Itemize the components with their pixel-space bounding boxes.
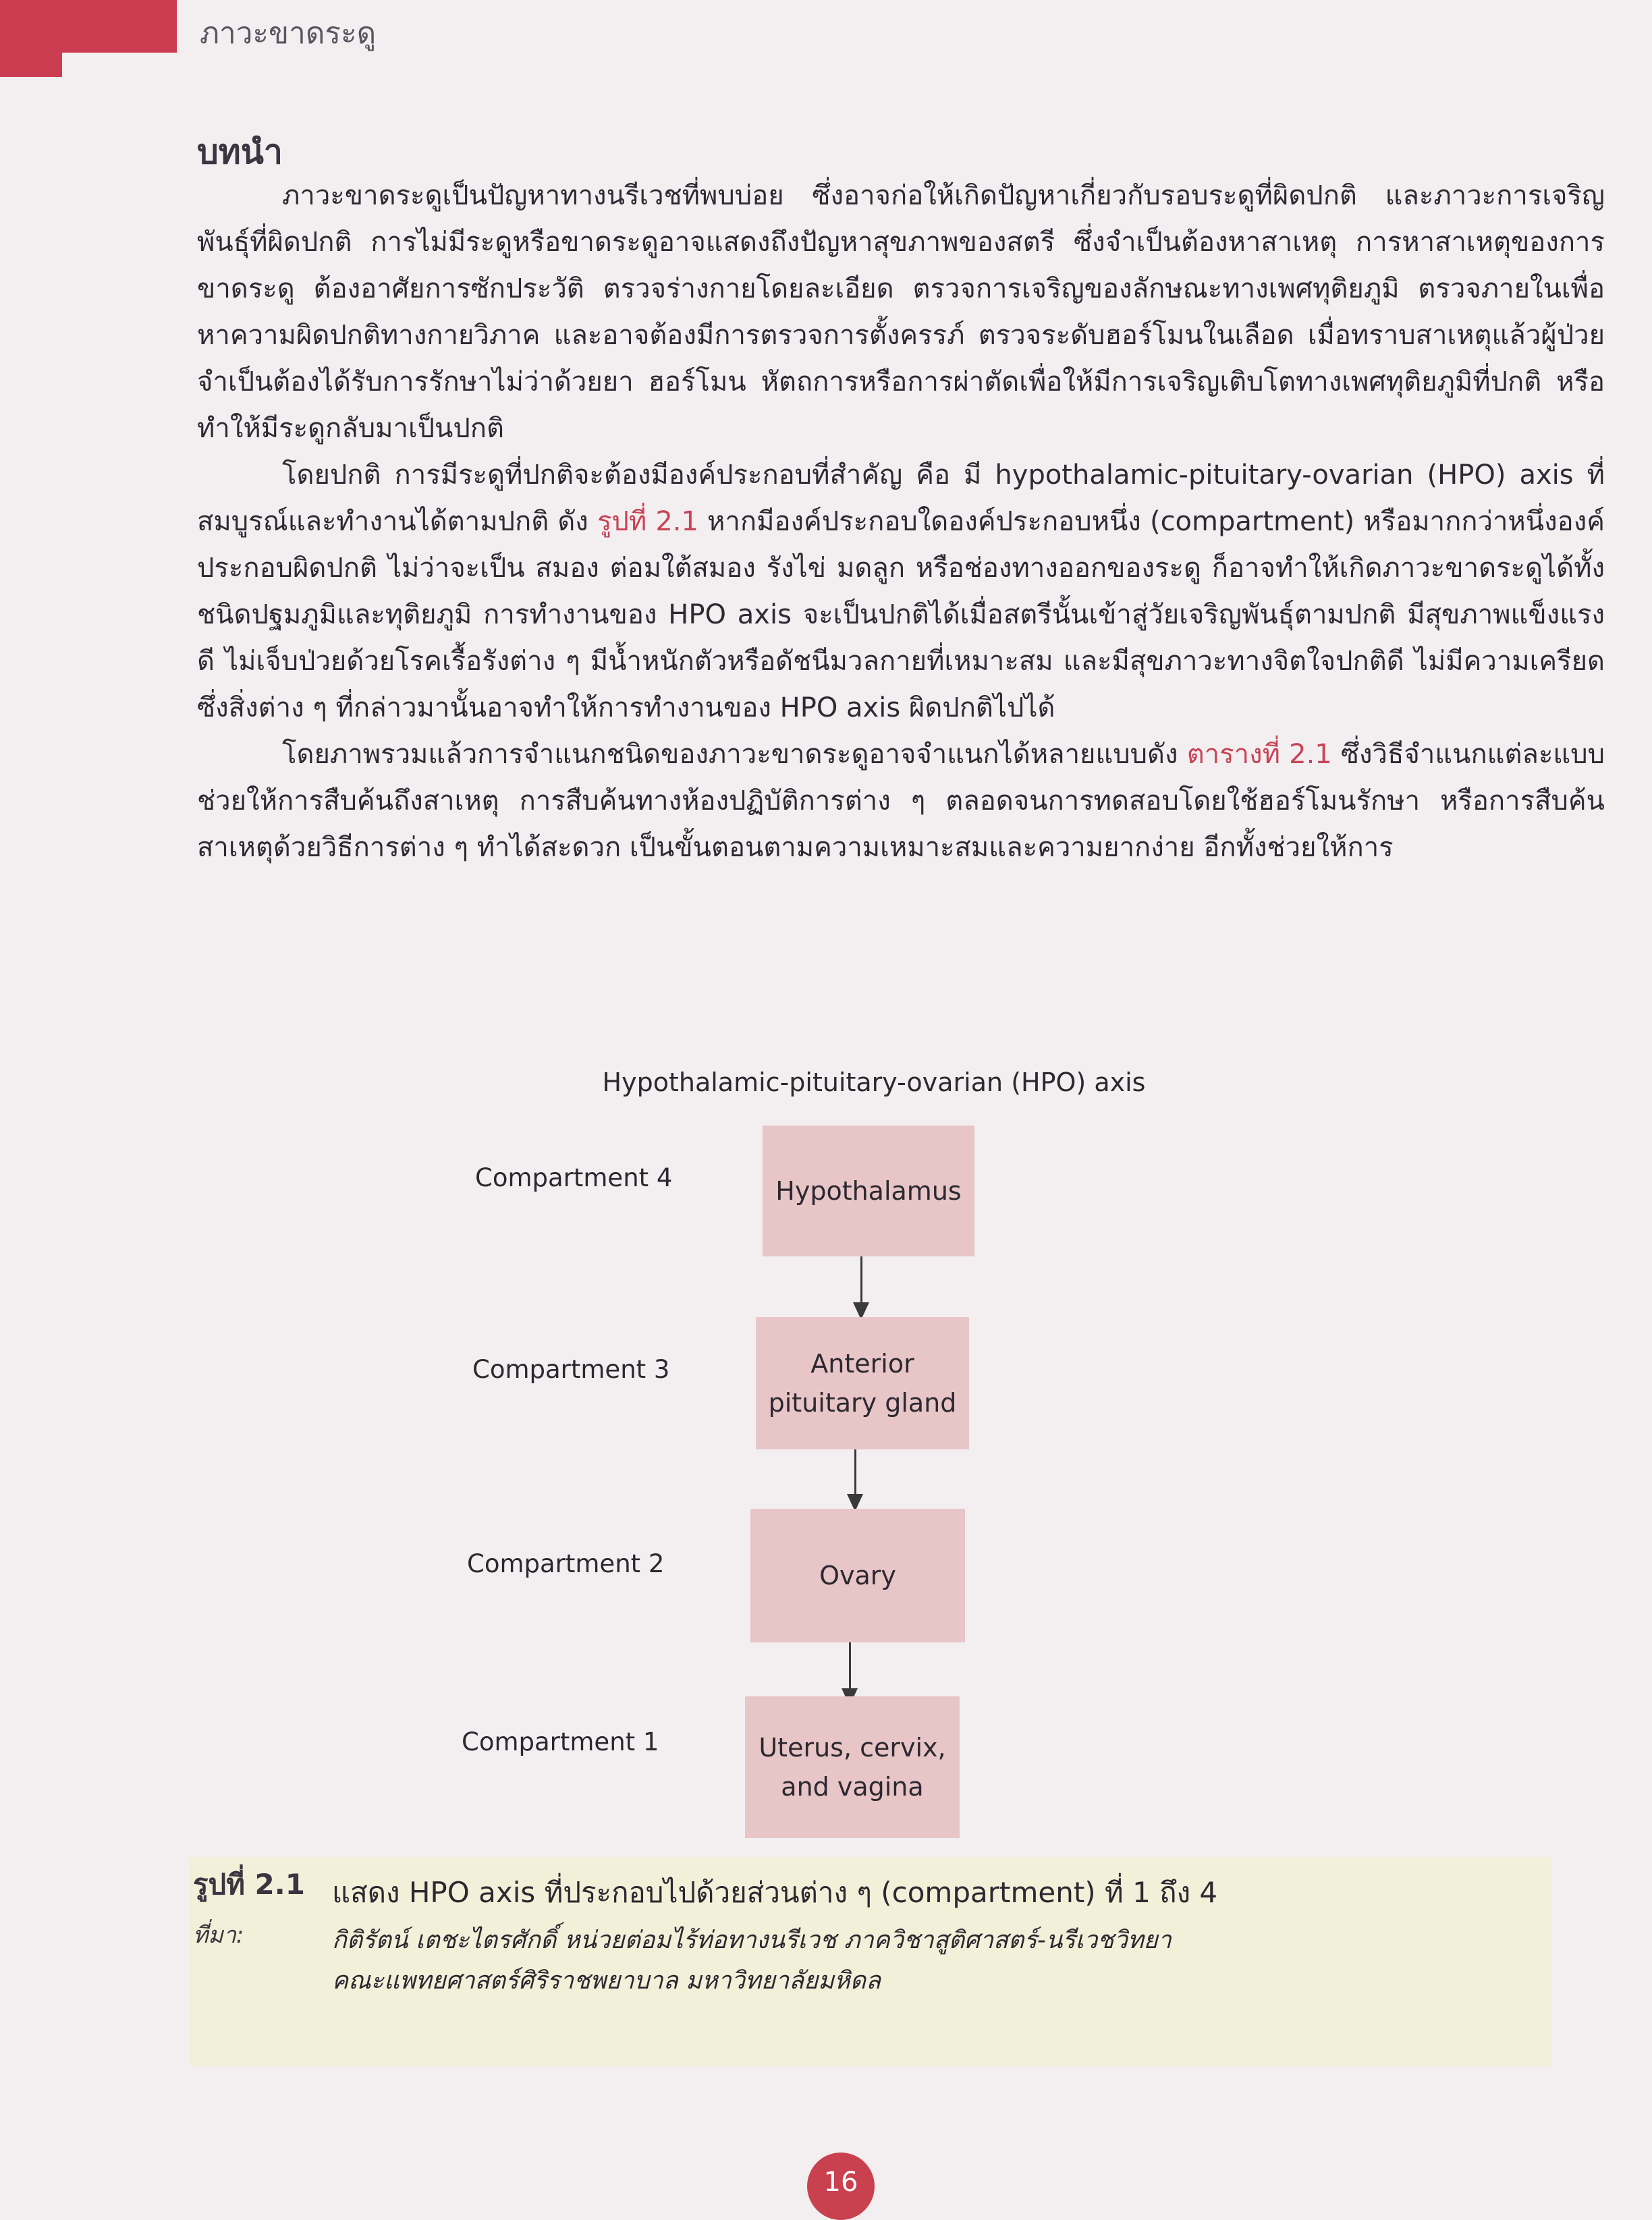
- uterus-cervix-vagina-box: [745, 1696, 960, 1838]
- compartment-2-label: Compartment 2: [467, 1549, 665, 1578]
- arrow-4-to-3-line: [860, 1256, 862, 1305]
- paragraph-3-text-b: ซึ่งวิธีจำแนกแต่ละแบบช่วยให้การสืบค้นถึงสาเหตุ การสืบค้นทางห้องปฏิบัติการต่าง ๆ ตลอดจนการทดสอบโดยใช้ฮอร์โมนรักษา หรือการสืบค้นสาเหตุด้วยวิธีการต่าง ๆ ทำได้สะดวก เป็นขั้นตอนตามความเหมาะสมและความยากง่าย อีกทั้งช่วยให้การ: [197, 739, 1605, 863]
- pituitary-gland-label: pituitary gland: [768, 1388, 957, 1418]
- arrow-3-to-2-line: [854, 1449, 856, 1497]
- source-text: [332, 1920, 1520, 2001]
- paragraph-2-text-a: โดยปกติ การมีระดูที่ปกติจะต้องมีองค์ประกอบที่สำคัญ คือ มี hypothalamic-pituitary-ovarian (HPO) axis ที่สมบูรณ์และทำงานได้ตามปกติ ดัง: [197, 460, 1605, 537]
- uterus-box-text: [759, 1728, 945, 1806]
- body-text: [197, 173, 1605, 871]
- uterus-cervix-label: Uterus, cervix,: [759, 1733, 946, 1763]
- anterior-pituitary-box-text: [769, 1344, 957, 1422]
- paragraph-2-text-b: หากมีองค์ประกอบใดองค์ประกอบหนึ่ง (compartment) หรือมากกว่าหนึ่งองค์ประกอบผิดปกติ ไม่ว่าจะเป็น สมอง ต่อมใต้สมอง รังไข่ มดลูก หรือช่องทางออกของระดู ก็อาจทำให้เกิดภาวะขาดระดูได้ทั้งชนิดปฐมภูมิและทุติยภูมิ การทำงานของ HPO axis จะเป็นปกติได้เมื่อสตรีนั้นเข้าสู่วัยเจริญพันธุ์ตามปกติ มีสุขภาพแข็งแรงดี ไม่เจ็บป่วยด้วยโรคเรื้อรังต่าง ๆ มีน้ำหนักตัวหรือดัชนีมวลกายที่เหมาะสม และมีสุขภาวะทางจิตใจปกติดี ไม่มีความเครียด ซึ่งสิ่งต่าง ๆ ที่กล่าวมานั้นอาจทำให้การทำงานของ HPO axis ผิดปกติไปได้: [197, 506, 1605, 723]
- paragraph-3: [197, 731, 1605, 871]
- figure-caption-text: แสดง HPO axis ที่ประกอบไปด้วยส่วนต่าง ๆ (compartment) ที่ 1 ถึง 4: [332, 1876, 1218, 1909]
- source-label: ที่มา:: [193, 1922, 244, 1949]
- paragraph-3-text-a: โดยภาพรวมแล้วการจำแนกชนิดของภาวะขาดระดูอาจจำแนกได้หลายแบบดัง: [282, 739, 1187, 770]
- paragraph-1: ภาวะขาดระดูเป็นปัญหาทางนรีเวชที่พบบ่อย ซึ่งอาจก่อให้เกิดปัญหาเกี่ยวกับรอบระดูที่ผิดปกติ และภาวะการเจริญพันธุ์ที่ผิดปกติ การไม่มีระดูหรือขาดระดูอาจแสดงถึงปัญหาสุขภาพของสตรี ซึ่งจำเป็นต้องหาสาเหตุ การหาสาเหตุของการขาดระดู ต้องอาศัยการซักประวัติ ตรวจร่างกายโดยละเอียด ตรวจการเจริญของลักษณะทางเพศทุติยภูมิ ตรวจภายในเพื่อหาความผิดปกติทางกายวิภาค และอาจต้องมีการตรวจการตั้งครรภ์ ตรวจระดับฮอร์โมนในเลือด เมื่อทราบสาเหตุแล้วผู้ป่วยจำเป็นต้องได้รับการรักษาไม่ว่าด้วยยา ฮอร์โมน หัตถการหรือการผ่าตัดเพื่อให้มีการเจริญเติบโตทางเพศทุติยภูมิที่ปกติ หรือทำให้มีระดูกลับมาเป็นปกติ: [197, 180, 1605, 444]
- table-reference-link: ตารางที่ 2.1: [1186, 739, 1332, 770]
- page-number-badge: 16: [807, 2153, 875, 2220]
- arrow-down-icon: [853, 1302, 869, 1320]
- ovary-box: [750, 1509, 965, 1642]
- arrow-down-icon: [842, 1688, 858, 1706]
- figure-reference-link: รูปที่ 2.1: [597, 506, 698, 537]
- anterior-label: Anterior: [810, 1349, 914, 1379]
- hypothalamus-label: Hypothalamus: [775, 1176, 962, 1206]
- running-head-title: ภาวะขาดระดู: [200, 16, 377, 51]
- diagram-title: Hypothalamic-pituitary-ovarian (HPO) axis: [602, 1067, 1146, 1097]
- section-heading: บทนำ: [197, 132, 283, 171]
- hypothalamus-box: [763, 1126, 974, 1256]
- compartment-4-label: Compartment 4: [475, 1163, 673, 1192]
- header-color-tab: [0, 0, 177, 53]
- header-color-tab-notch: [0, 53, 62, 77]
- arrow-down-icon: [847, 1494, 863, 1511]
- figure-caption-number: รูปที่ 2.1: [193, 1868, 305, 1901]
- arrow-2-to-1-line: [849, 1642, 851, 1691]
- ovary-box-text: [819, 1556, 896, 1595]
- hypothalamus-box-text: [775, 1171, 961, 1211]
- vagina-label: and vagina: [781, 1772, 924, 1802]
- source-line-1: กิติรัตน์ เตชะไตรศักดิ์ หน่วยต่อมไร้ท่อทางนรีเวช ภาควิชาสูติศาสตร์-นรีเวชวิทยา: [332, 1926, 1172, 1954]
- source-line-2: คณะแพทยศาสตร์ศิริราชพยาบาล มหาวิทยาลัยมหิดล: [332, 1967, 881, 1995]
- paragraph-2: [197, 452, 1605, 731]
- compartment-1-label: Compartment 1: [462, 1727, 659, 1756]
- anterior-pituitary-box: [756, 1317, 969, 1449]
- compartment-3-label: Compartment 3: [472, 1355, 670, 1384]
- ovary-label: Ovary: [819, 1561, 896, 1590]
